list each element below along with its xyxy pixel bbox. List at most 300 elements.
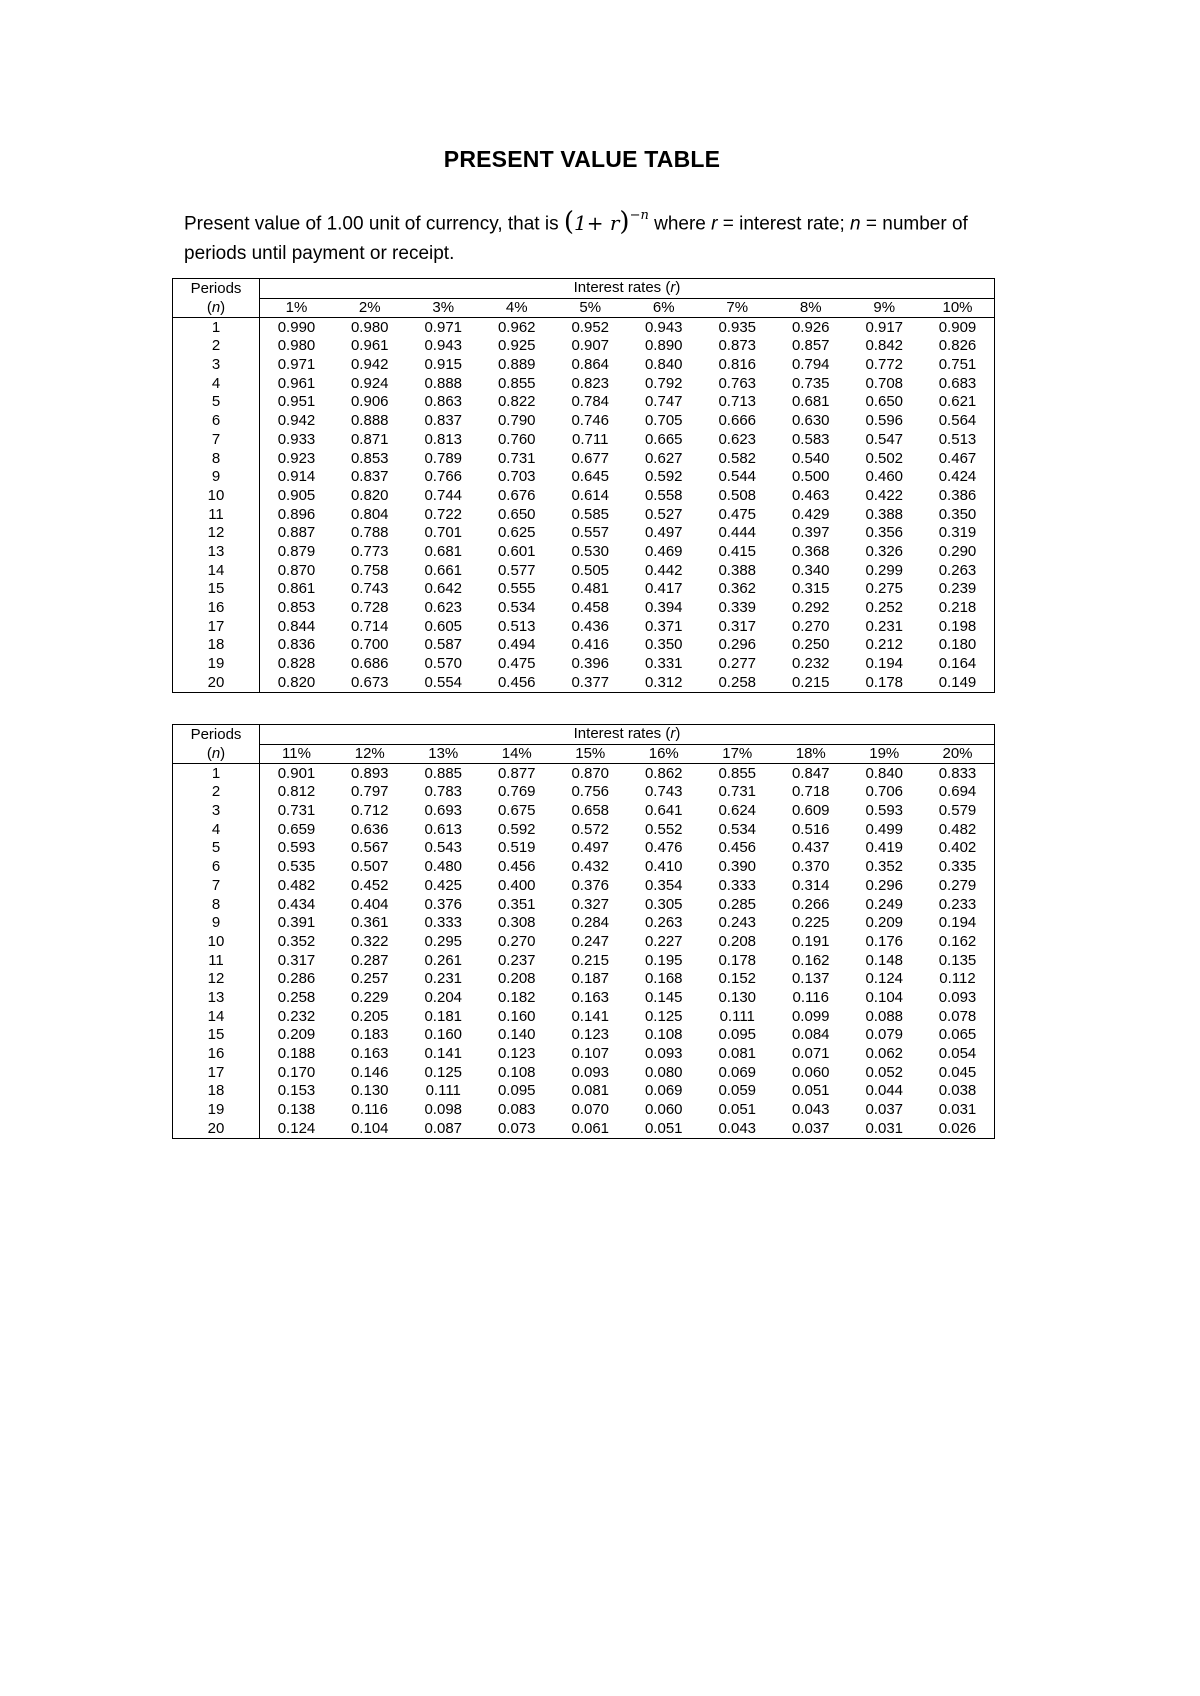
period-cell: 10: [173, 933, 260, 952]
value-cell: 0.766: [424, 468, 463, 486]
value-cell: 0.613: [424, 820, 463, 838]
value-cell: 0.425: [424, 876, 463, 894]
value-cell: 0.188: [277, 1045, 316, 1063]
value-cell: 0.836: [277, 636, 316, 654]
value-cell: 0.080: [644, 1063, 683, 1081]
value-cell: 0.587: [424, 636, 463, 654]
table-row: [173, 951, 995, 970]
page-title: PRESENT VALUE TABLE: [443, 146, 721, 172]
value-cell: 0.893: [350, 764, 389, 782]
rate-header-cell: 17%: [701, 744, 775, 764]
table-row: [173, 393, 995, 412]
value-cell: 0.650: [497, 505, 536, 523]
value-cell: 0.636: [350, 820, 389, 838]
value-cell: 0.187: [571, 970, 610, 988]
value-cell: 0.146: [350, 1063, 389, 1081]
table-row: [173, 449, 995, 468]
value-cell: 0.178: [865, 673, 904, 691]
value-cell: 0.505: [571, 561, 610, 579]
value-cell: 0.212: [865, 636, 904, 654]
period-cell: 20: [173, 673, 260, 692]
value-cell: 0.693: [424, 802, 463, 820]
value-cell: 0.772: [865, 356, 904, 374]
value-cell: 0.351: [497, 895, 536, 913]
value-cell: 0.287: [350, 951, 389, 969]
value-cell: 0.706: [865, 783, 904, 801]
period-cell: 11: [173, 951, 260, 970]
rate-header-cell: 7%: [701, 298, 775, 318]
value-cell: 0.277: [718, 655, 757, 673]
value-cell: 0.031: [938, 1101, 977, 1119]
value-cell: 0.087: [424, 1119, 463, 1137]
table-row: [173, 580, 995, 599]
rate-header-cell: 8%: [774, 298, 848, 318]
value-cell: 0.204: [424, 988, 463, 1006]
period-cell: 5: [173, 393, 260, 412]
value-cell: 0.225: [791, 914, 830, 932]
period-cell: 15: [173, 1026, 260, 1045]
value-cell: 0.942: [350, 356, 389, 374]
value-cell: 0.833: [938, 764, 977, 782]
value-cell: 0.609: [791, 802, 830, 820]
value-cell: 0.728: [350, 599, 389, 617]
value-cell: 0.231: [865, 617, 904, 635]
value-cell: 0.263: [644, 914, 683, 932]
table-row: [173, 487, 995, 506]
value-cell: 0.769: [497, 783, 536, 801]
value-cell: 0.386: [938, 486, 977, 504]
value-cell: 0.249: [865, 895, 904, 913]
value-cell: 0.840: [865, 764, 904, 782]
value-cell: 0.125: [644, 1007, 683, 1025]
value-cell: 0.952: [571, 318, 610, 336]
value-cell: 0.112: [939, 970, 976, 988]
value-cell: 0.804: [350, 505, 389, 523]
value-cell: 0.476: [644, 839, 683, 857]
value-cell: 0.290: [938, 542, 977, 560]
value-cell: 0.760: [497, 430, 536, 448]
value-cell: 0.743: [350, 580, 389, 598]
value-cell: 0.162: [791, 951, 830, 969]
value-cell: 0.116: [351, 1101, 388, 1119]
value-cell: 0.926: [791, 318, 830, 336]
rate-header-cell: 4%: [480, 298, 554, 318]
value-cell: 0.104: [350, 1119, 389, 1137]
value-cell: 0.499: [865, 820, 904, 838]
value-cell: 0.232: [791, 655, 830, 673]
value-cell: 0.051: [718, 1101, 757, 1119]
value-cell: 0.482: [277, 876, 316, 894]
value-cell: 0.458: [571, 599, 610, 617]
value-cell: 0.104: [865, 988, 904, 1006]
value-cell: 0.885: [424, 764, 463, 782]
formula: [563, 206, 649, 237]
value-cell: 0.026: [938, 1119, 977, 1137]
value-cell: 0.124: [277, 1119, 316, 1137]
value-cell: 0.229: [350, 988, 389, 1006]
value-cell: 0.497: [644, 524, 683, 542]
value-cell: 0.871: [350, 430, 389, 448]
value-cell: 0.467: [938, 449, 977, 467]
value-cell: 0.390: [718, 858, 757, 876]
value-cell: 0.098: [424, 1101, 463, 1119]
value-cell: 0.376: [571, 876, 610, 894]
period-cell: 2: [173, 783, 260, 802]
value-cell: 0.376: [424, 895, 463, 913]
value-cell: 0.703: [497, 468, 536, 486]
value-cell: 0.263: [938, 561, 977, 579]
table-row: [173, 895, 995, 914]
value-cell: 0.232: [277, 1007, 316, 1025]
value-cell: 0.820: [277, 673, 316, 691]
value-cell: 0.582: [718, 449, 757, 467]
table-row: [173, 374, 995, 393]
value-cell: 0.123: [571, 1026, 610, 1044]
value-cell: 0.887: [277, 524, 316, 542]
value-cell: 0.915: [424, 356, 463, 374]
value-cell: 0.943: [424, 337, 463, 355]
value-cell: 0.296: [718, 636, 757, 654]
value-cell: 0.630: [791, 412, 830, 430]
value-cell: 0.266: [791, 895, 830, 913]
interest-rates-label: Interest rates (r): [573, 725, 681, 743]
value-cell: 0.507: [350, 858, 389, 876]
value-cell: 0.980: [350, 318, 389, 336]
value-cell: 0.837: [424, 412, 463, 430]
table-row: [173, 673, 995, 692]
value-cell: 0.943: [644, 318, 683, 336]
value-cell: 0.162: [938, 932, 977, 950]
value-cell: 0.543: [424, 839, 463, 857]
value-cell: 0.181: [424, 1007, 463, 1025]
value-cell: 0.275: [865, 580, 904, 598]
intro-text-periods: = number of periods until payment or receipt.: [184, 213, 968, 264]
present-value-table-2: [172, 724, 995, 1139]
header-row-rates: [173, 744, 995, 764]
value-cell: 0.735: [791, 374, 830, 392]
value-cell: 0.071: [791, 1045, 830, 1063]
value-cell: 0.544: [718, 468, 757, 486]
value-cell: 0.138: [277, 1101, 316, 1119]
value-cell: 0.676: [497, 486, 536, 504]
value-cell: 0.907: [571, 337, 610, 355]
value-cell: 0.419: [865, 839, 904, 857]
value-cell: 0.061: [571, 1119, 610, 1137]
rate-header-cell: 20%: [921, 744, 995, 764]
value-cell: 0.863: [424, 393, 463, 411]
rate-header-cell: 5%: [554, 298, 628, 318]
value-cell: 0.857: [791, 337, 830, 355]
value-cell: 0.641: [644, 802, 683, 820]
value-cell: 0.722: [424, 505, 463, 523]
value-cell: 0.370: [791, 858, 830, 876]
value-cell: 0.460: [865, 468, 904, 486]
value-cell: 0.227: [644, 932, 683, 950]
formula-body: 1+ r: [574, 210, 620, 235]
value-cell: 0.914: [277, 468, 316, 486]
value-cell: 0.060: [644, 1101, 683, 1119]
value-cell: 0.605: [424, 617, 463, 635]
n-header: (n): [173, 744, 260, 764]
value-cell: 0.784: [571, 393, 610, 411]
value-cell: 0.701: [424, 524, 463, 542]
period-cell: 6: [173, 858, 260, 877]
table-row: [173, 412, 995, 431]
value-cell: 0.731: [497, 449, 536, 467]
value-cell: 0.888: [350, 412, 389, 430]
value-cell: 0.519: [497, 839, 536, 857]
value-cell: 0.873: [718, 337, 757, 355]
value-cell: 0.951: [277, 393, 316, 411]
value-cell: 0.601: [497, 542, 536, 560]
value-cell: 0.356: [865, 524, 904, 542]
value-cell: 0.896: [277, 505, 316, 523]
value-cell: 0.258: [277, 988, 316, 1006]
value-cell: 0.111: [719, 1007, 755, 1025]
value-cell: 0.564: [938, 412, 977, 430]
value-cell: 0.137: [791, 970, 830, 988]
value-cell: 0.870: [277, 561, 316, 579]
value-cell: 0.980: [277, 337, 316, 355]
value-cell: 0.456: [718, 839, 757, 857]
value-cell: 0.516: [791, 820, 830, 838]
value-cell: 0.712: [350, 802, 389, 820]
value-cell: 0.855: [718, 764, 757, 782]
value-cell: 0.308: [497, 914, 536, 932]
value-cell: 0.820: [350, 486, 389, 504]
header-row-top: [173, 725, 995, 745]
value-cell: 0.877: [497, 764, 536, 782]
period-cell: 18: [173, 1082, 260, 1101]
rate-header-cell: 13%: [407, 744, 481, 764]
value-cell: 0.614: [571, 486, 610, 504]
period-cell: 8: [173, 895, 260, 914]
value-cell: 0.681: [791, 393, 830, 411]
value-cell: 0.051: [791, 1082, 830, 1100]
value-cell: 0.069: [644, 1082, 683, 1100]
value-cell: 0.437: [791, 839, 830, 857]
value-cell: 0.642: [424, 580, 463, 598]
value-cell: 0.062: [865, 1045, 904, 1063]
period-cell: 12: [173, 970, 260, 989]
value-cell: 0.195: [644, 951, 683, 969]
value-cell: 0.079: [865, 1026, 904, 1044]
period-cell: 9: [173, 914, 260, 933]
value-cell: 0.394: [644, 599, 683, 617]
value-cell: 0.686: [350, 655, 389, 673]
value-cell: 0.579: [938, 802, 977, 820]
value-cell: 0.317: [277, 951, 316, 969]
present-value-table-1: [172, 278, 995, 693]
value-cell: 0.400: [497, 876, 536, 894]
value-cell: 0.789: [424, 449, 463, 467]
value-cell: 0.070: [571, 1101, 610, 1119]
period-cell: 2: [173, 337, 260, 356]
value-cell: 0.060: [791, 1063, 830, 1081]
value-cell: 0.826: [938, 337, 977, 355]
periods-header: Periods: [173, 279, 260, 299]
value-cell: 0.141: [571, 1007, 610, 1025]
value-cell: 0.557: [571, 524, 610, 542]
value-cell: 0.434: [277, 895, 316, 913]
value-cell: 0.099: [791, 1007, 830, 1025]
value-cell: 0.837: [350, 468, 389, 486]
value-cell: 0.463: [791, 486, 830, 504]
value-cell: 0.694: [938, 783, 977, 801]
table-row: [173, 1082, 995, 1101]
period-cell: 19: [173, 1101, 260, 1120]
value-cell: 0.879: [277, 542, 316, 560]
value-cell: 0.853: [350, 449, 389, 467]
value-cell: 0.813: [424, 430, 463, 448]
interest-rates-header: [260, 725, 995, 745]
value-cell: 0.279: [938, 876, 977, 894]
value-cell: 0.140: [497, 1026, 536, 1044]
value-cell: 0.194: [865, 655, 904, 673]
period-cell: 14: [173, 561, 260, 580]
value-cell: 0.327: [571, 895, 610, 913]
value-cell: 0.352: [865, 858, 904, 876]
value-cell: 0.592: [644, 468, 683, 486]
table-row: [173, 1026, 995, 1045]
intro-text-before: Present value of 1.00 unit of currency, that is: [184, 213, 564, 235]
value-cell: 0.847: [791, 764, 830, 782]
value-cell: 0.530: [571, 542, 610, 560]
value-cell: 0.444: [718, 524, 757, 542]
table-row: [173, 914, 995, 933]
value-cell: 0.218: [938, 599, 977, 617]
rate-header-cell: 10%: [921, 298, 995, 318]
value-cell: 0.417: [644, 580, 683, 598]
value-cell: 0.718: [791, 783, 830, 801]
rate-header-cell: 19%: [848, 744, 922, 764]
table-row: [173, 505, 995, 524]
value-cell: 0.547: [865, 430, 904, 448]
interest-rates-header: [260, 279, 995, 299]
value-cell: 0.862: [644, 764, 683, 782]
value-cell: 0.130: [718, 988, 757, 1006]
value-cell: 0.558: [644, 486, 683, 504]
value-cell: 0.045: [938, 1063, 977, 1081]
value-cell: 0.513: [938, 430, 977, 448]
rate-header-cell: 9%: [848, 298, 922, 318]
period-cell: 3: [173, 802, 260, 821]
value-cell: 0.700: [350, 636, 389, 654]
value-cell: 0.198: [938, 617, 977, 635]
value-cell: 0.961: [350, 337, 389, 355]
value-cell: 0.746: [571, 412, 610, 430]
value-cell: 0.751: [938, 356, 977, 374]
period-cell: 17: [173, 617, 260, 636]
value-cell: 0.585: [571, 505, 610, 523]
value-cell: 0.593: [277, 839, 316, 857]
value-cell: 0.763: [718, 374, 757, 392]
value-cell: 0.361: [350, 914, 389, 932]
value-cell: 0.773: [350, 542, 389, 560]
value-cell: 0.540: [791, 449, 830, 467]
value-cell: 0.909: [938, 318, 977, 336]
period-cell: 1: [173, 764, 260, 783]
value-cell: 0.625: [497, 524, 536, 542]
value-cell: 0.552: [644, 820, 683, 838]
value-cell: 0.339: [718, 599, 757, 617]
value-cell: 0.790: [497, 412, 536, 430]
value-cell: 0.145: [644, 988, 683, 1006]
value-cell: 0.743: [644, 783, 683, 801]
value-cell: 0.093: [938, 988, 977, 1006]
value-cell: 0.792: [644, 374, 683, 392]
value-cell: 0.758: [350, 561, 389, 579]
value-cell: 0.415: [718, 542, 757, 560]
value-cell: 0.828: [277, 655, 316, 673]
value-cell: 0.233: [938, 895, 977, 913]
value-cell: 0.031: [865, 1119, 904, 1137]
value-cell: 0.093: [644, 1045, 683, 1063]
table-row: [173, 802, 995, 821]
rate-header-cell: 3%: [407, 298, 481, 318]
table-row: [173, 356, 995, 375]
value-cell: 0.711: [572, 430, 609, 448]
value-cell: 0.043: [791, 1101, 830, 1119]
value-cell: 0.095: [497, 1082, 536, 1100]
period-cell: 9: [173, 468, 260, 487]
value-cell: 0.681: [424, 542, 463, 560]
value-cell: 0.078: [938, 1007, 977, 1025]
value-cell: 0.469: [644, 542, 683, 560]
value-cell: 0.333: [424, 914, 463, 932]
value-cell: 0.319: [938, 524, 977, 542]
value-cell: 0.650: [865, 393, 904, 411]
value-cell: 0.842: [865, 337, 904, 355]
period-cell: 17: [173, 1063, 260, 1082]
rate-header-cell: 6%: [627, 298, 701, 318]
table-row: [173, 599, 995, 618]
value-cell: 0.436: [571, 617, 610, 635]
value-cell: 0.747: [644, 393, 683, 411]
rate-header-cell: 11%: [260, 744, 334, 764]
value-cell: 0.354: [644, 876, 683, 894]
value-cell: 0.073: [497, 1119, 536, 1137]
period-cell: 7: [173, 877, 260, 896]
table-row: [173, 820, 995, 839]
value-cell: 0.623: [718, 430, 757, 448]
value-cell: 0.396: [571, 655, 610, 673]
value-cell: 0.037: [791, 1119, 830, 1137]
value-cell: 0.935: [718, 318, 757, 336]
table-row: [173, 1045, 995, 1064]
value-cell: 0.917: [865, 318, 904, 336]
value-cell: 0.432: [571, 858, 610, 876]
interest-rates-label: Interest rates (r): [573, 279, 681, 297]
value-cell: 0.971: [277, 356, 316, 374]
value-cell: 0.714: [350, 617, 389, 635]
value-cell: 0.788: [350, 524, 389, 542]
table-row: [173, 543, 995, 562]
period-cell: 14: [173, 1007, 260, 1026]
value-cell: 0.295: [424, 932, 463, 950]
value-cell: 0.153: [277, 1082, 316, 1100]
value-cell: 0.284: [571, 914, 610, 932]
value-cell: 0.107: [571, 1045, 610, 1063]
value-cell: 0.205: [350, 1007, 389, 1025]
table-row: [173, 617, 995, 636]
intro-paragraph: [184, 204, 1020, 268]
value-cell: 0.069: [718, 1063, 757, 1081]
value-cell: 0.148: [865, 951, 904, 969]
intro-var-r: r: [711, 213, 718, 235]
value-cell: 0.475: [497, 655, 536, 673]
value-cell: 0.666: [718, 412, 757, 430]
